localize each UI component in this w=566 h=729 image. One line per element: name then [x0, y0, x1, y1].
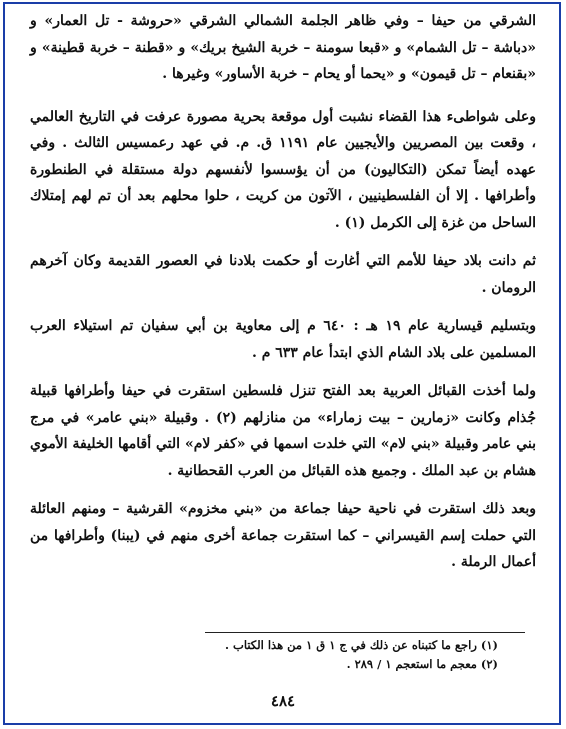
paragraph-1: الشرقي من حيفا – وفي ظاهر الجلمة الشمالي الشرقي «حروشة - تل العمار» و «دباشة – تل الشمام» و «قبعا سومنة – خربة الشيخ بريك» و «قطنة – خربة قطينة» و «بقنعام – تل قيمون» و «يحما أو يحام – خربة الأساور» وغيرها .	[30, 13, 536, 82]
paragraph-spacer	[30, 366, 536, 378]
footnote-divider	[205, 632, 525, 633]
paragraph-spacer	[30, 236, 536, 248]
paragraph-3: ثم دانت بلاد حيفا للأمم التي أغارت أو حكمت بلادنا في العصور القديمة وكان آخرهم الرومان .	[30, 253, 536, 296]
paragraph-spacer	[30, 484, 536, 496]
footnote-1: (١) راجع ما كتبناه عن ذلك في ج ١ ق ١ من هذا الكتاب .	[224, 638, 498, 652]
footnote-2: (٢) معجم ما استعجم ١ / ٢٨٩ .	[346, 657, 498, 671]
page-number: ٤٨٤	[270, 692, 296, 710]
page-body	[30, 8, 536, 576]
paragraph-spacer	[30, 301, 536, 313]
paragraph-4: وبتسليم قيسارية عام ١٩ هـ : ٦٤٠ م إلى معاوية بن أبي سفيان تم استيلاء العرب المسلمين على بلاد الشام الذي ابتدأ عام ٦٣٣ م .	[30, 318, 537, 361]
paragraph-5: ولما أخذت القبائل العربية بعد الفتح تنزل فلسطين استقرت في حيفا وأطرافها قبيلة جُذام وكانت «زمارين – بيت زماراء» من منازلهم (٢) . وقبيلة «بني عامر» في مرج بني عامر وقبيلة «بني لام» التي خلدت اسمها في «كفر لام» التي أقامها الخليفة الأموي هشام بن عبد الملك . وجميع هذه القبائل من العرب القحطانية .	[30, 383, 537, 479]
paragraph-spacer	[30, 88, 536, 104]
paragraph-2: وعلى شواطىء هذا القضاء نشبت أول موقعة بحرية مصورة عرفت في التاريخ العالمي ، وقعت بين المصريين والأيجيين عام ١١٩١ ق. م. في عهد رعمسيس الثالث . وفي عهده أيضاً تمكن (التكاليون) من أن يؤسسوا لأنفسهم دولة مستقلة في الطنطورة وأطرافها . إلا أن الفلسطينيين ، الآتون من كريت ، حلوا محلهم بعد أن تم لهم إمتلاك الساحل من غزة إلى الكرمل (١) .	[30, 108, 536, 231]
footnotes	[30, 636, 498, 674]
paragraph-6: وبعد ذلك استقرت في ناحية حيفا جماعة من «بني مخزوم» القرشية – ومنهم العائلة التي حملت إسم القيسراني – كما استقرت جماعة أخرى منهم في (يبنا) وأطرافها من أعمال الرملة .	[30, 501, 536, 570]
